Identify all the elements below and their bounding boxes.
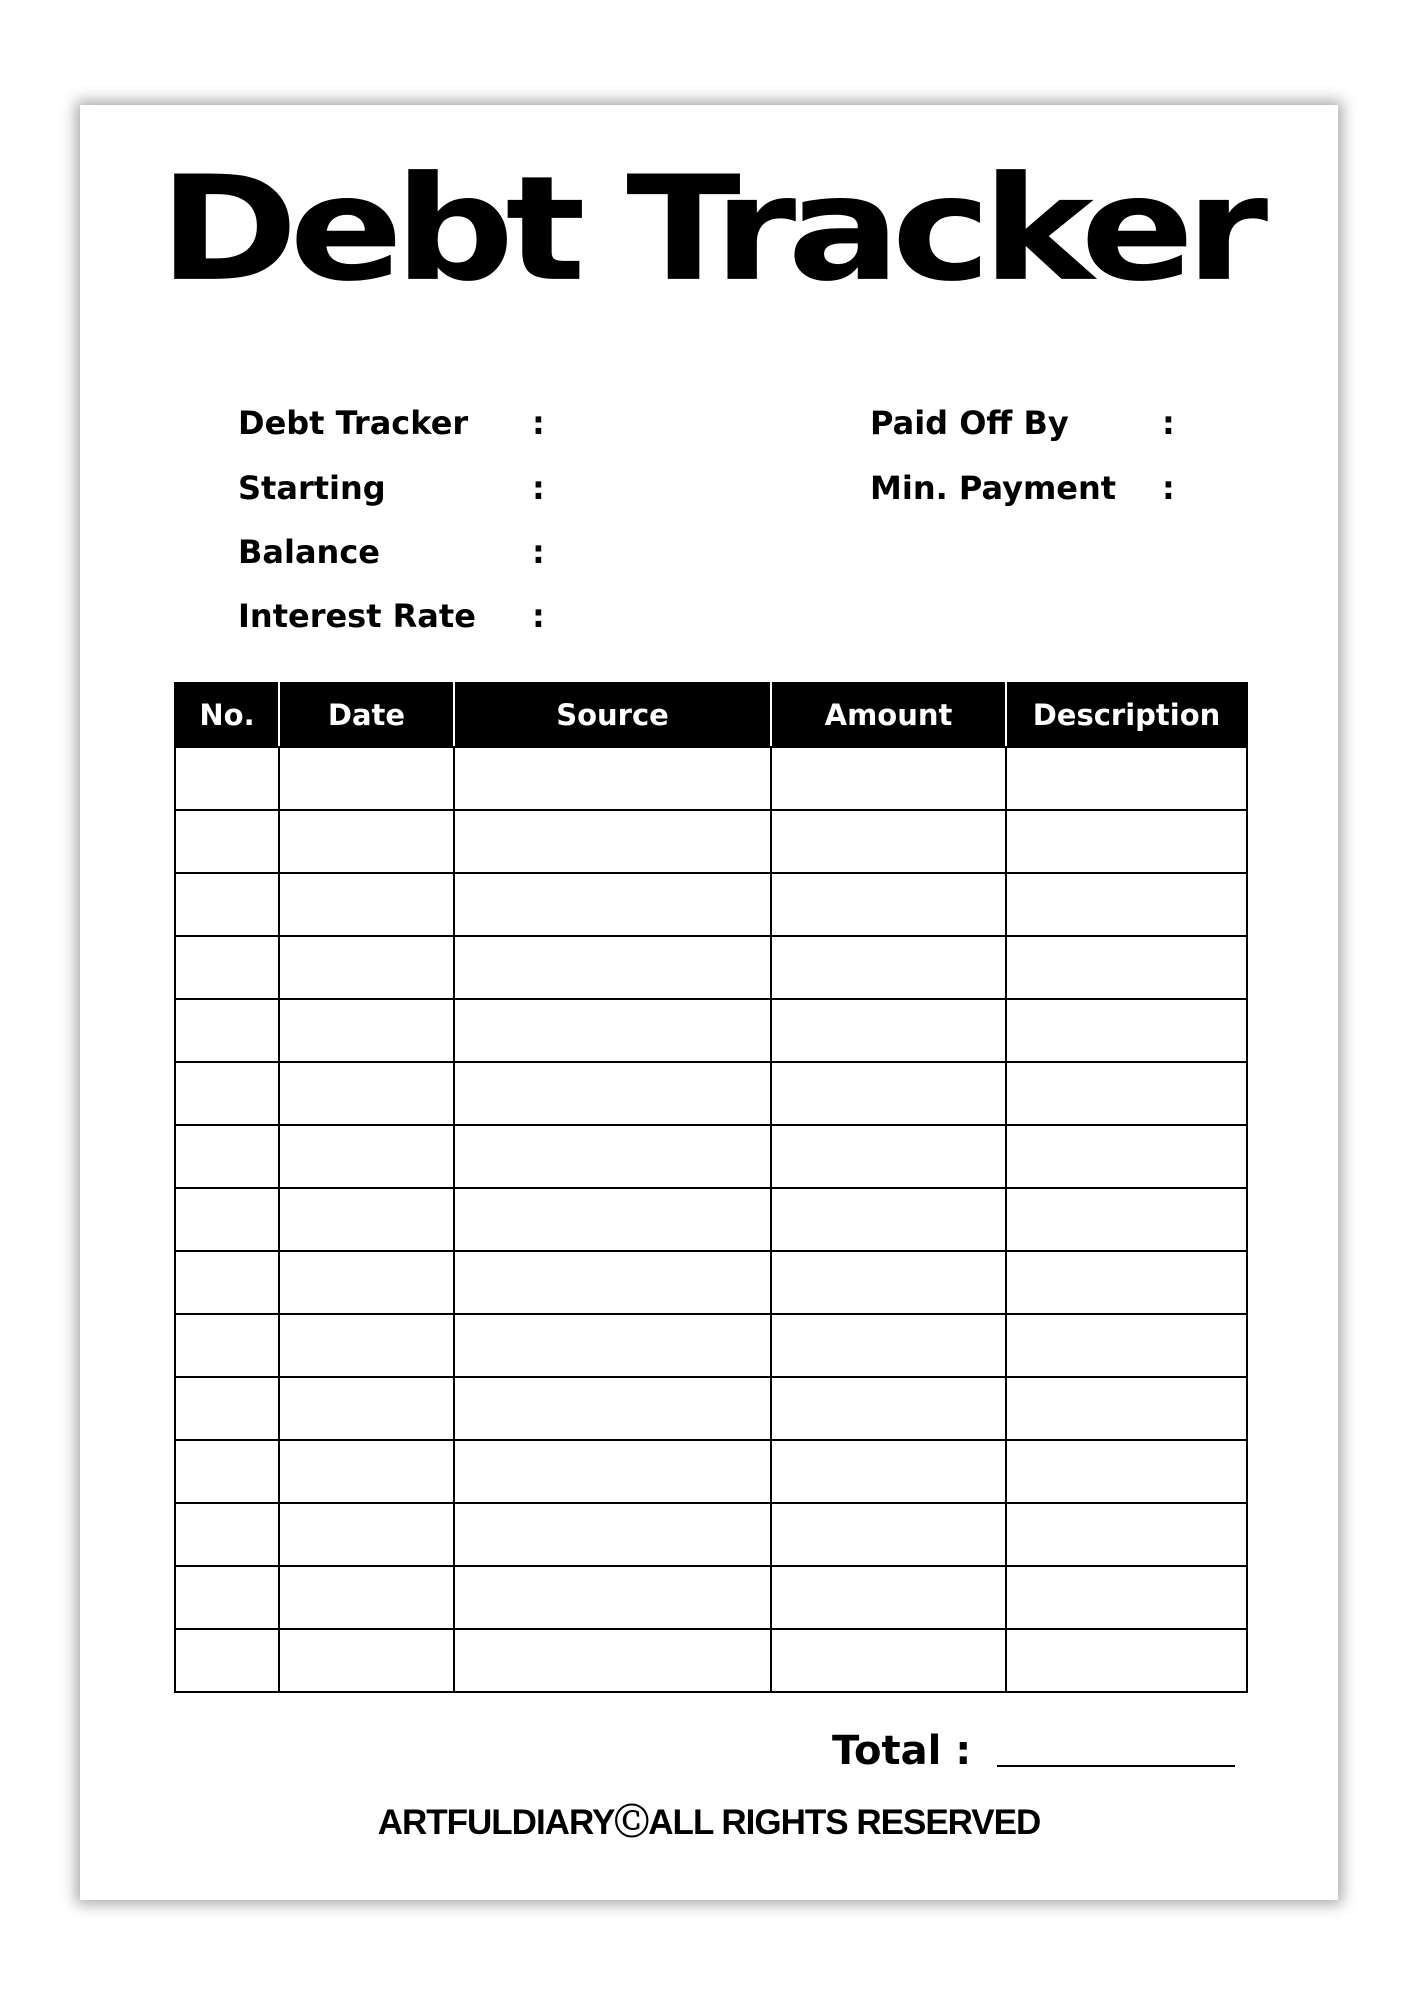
table-row: [175, 1125, 1247, 1188]
cell-no[interactable]: [175, 1062, 279, 1125]
cell-amount[interactable]: [771, 1188, 1006, 1251]
cell-amount[interactable]: [771, 1125, 1006, 1188]
cell-no[interactable]: [175, 1125, 279, 1188]
table-row: [175, 1062, 1247, 1125]
cell-no[interactable]: [175, 873, 279, 936]
field-paid-off-by: [870, 404, 1175, 442]
cell-amount[interactable]: [771, 999, 1006, 1062]
cell-amount[interactable]: [771, 1440, 1006, 1503]
field-min-payment: [870, 469, 1175, 507]
field-label: Interest Rate: [238, 597, 476, 635]
cell-amount[interactable]: [771, 810, 1006, 873]
cell-source[interactable]: [454, 1503, 771, 1566]
total-label: Total :: [832, 1728, 972, 1774]
cell-source[interactable]: [454, 1440, 771, 1503]
field-label: Paid Off By: [870, 404, 1069, 442]
cell-amount[interactable]: [771, 1314, 1006, 1377]
cell-source[interactable]: [454, 1566, 771, 1629]
cell-date[interactable]: [279, 1125, 454, 1188]
cell-amount[interactable]: [771, 1503, 1006, 1566]
table-row: [175, 1629, 1247, 1692]
copyright-footer: ARTFULDIARYⒸALL RIGHTS RESERVED: [377, 1803, 1041, 1842]
cell-no[interactable]: [175, 1440, 279, 1503]
cell-no[interactable]: [175, 1566, 279, 1629]
table-row: [175, 810, 1247, 873]
field-label: Balance: [238, 533, 380, 571]
cell-no[interactable]: [175, 747, 279, 810]
field-colon: :: [532, 469, 545, 507]
cell-date[interactable]: [279, 1566, 454, 1629]
cell-date[interactable]: [279, 873, 454, 936]
cell-description[interactable]: [1006, 1062, 1247, 1125]
cell-date[interactable]: [279, 810, 454, 873]
field-colon: :: [1162, 404, 1175, 442]
cell-date[interactable]: [279, 999, 454, 1062]
cell-date[interactable]: [279, 1314, 454, 1377]
cell-amount[interactable]: [771, 747, 1006, 810]
cell-description[interactable]: [1006, 747, 1247, 810]
field-label: Min. Payment: [870, 469, 1117, 507]
column-header-description: Description: [1006, 683, 1247, 747]
cell-no[interactable]: [175, 936, 279, 999]
column-header-date: Date: [279, 683, 454, 747]
cell-amount[interactable]: [771, 1377, 1006, 1440]
table-row: [175, 1440, 1247, 1503]
cell-no[interactable]: [175, 1503, 279, 1566]
cell-description[interactable]: [1006, 810, 1247, 873]
cell-source[interactable]: [454, 1377, 771, 1440]
cell-description[interactable]: [1006, 1125, 1247, 1188]
cell-description[interactable]: [1006, 936, 1247, 999]
column-header-source: Source: [454, 683, 771, 747]
field-colon: :: [1162, 469, 1175, 507]
cell-source[interactable]: [454, 747, 771, 810]
cell-no[interactable]: [175, 1314, 279, 1377]
table-row: [175, 1251, 1247, 1314]
cell-source[interactable]: [454, 1062, 771, 1125]
cell-description[interactable]: [1006, 1440, 1247, 1503]
debt-ledger-table: [174, 682, 1248, 1693]
cell-amount[interactable]: [771, 1062, 1006, 1125]
cell-description[interactable]: [1006, 999, 1247, 1062]
cell-source[interactable]: [454, 999, 771, 1062]
column-header-amount: Amount: [771, 683, 1006, 747]
cell-date[interactable]: [279, 1377, 454, 1440]
table-row: [175, 873, 1247, 936]
cell-description[interactable]: [1006, 1314, 1247, 1377]
cell-no[interactable]: [175, 810, 279, 873]
cell-amount[interactable]: [771, 873, 1006, 936]
table-row: [175, 747, 1247, 810]
cell-date[interactable]: [279, 1188, 454, 1251]
cell-date[interactable]: [279, 1062, 454, 1125]
cell-source[interactable]: [454, 810, 771, 873]
cell-no[interactable]: [175, 1188, 279, 1251]
total-input-line[interactable]: [997, 1765, 1235, 1767]
table-row: [175, 1188, 1247, 1251]
cell-no[interactable]: [175, 1377, 279, 1440]
cell-amount[interactable]: [771, 1566, 1006, 1629]
cell-source[interactable]: [454, 873, 771, 936]
cell-amount[interactable]: [771, 1251, 1006, 1314]
cell-description[interactable]: [1006, 1188, 1247, 1251]
cell-description[interactable]: [1006, 1251, 1247, 1314]
table-row: [175, 936, 1247, 999]
cell-amount[interactable]: [771, 936, 1006, 999]
cell-date[interactable]: [279, 747, 454, 810]
cell-date[interactable]: [279, 1251, 454, 1314]
cell-source[interactable]: [454, 1629, 771, 1692]
page-title: Debt Tracker: [158, 144, 1260, 314]
cell-date[interactable]: [279, 1629, 454, 1692]
cell-source[interactable]: [454, 936, 771, 999]
table-row: [175, 1314, 1247, 1377]
cell-no[interactable]: [175, 1251, 279, 1314]
cell-date[interactable]: [279, 1440, 454, 1503]
table-row: [175, 1503, 1247, 1566]
cell-date[interactable]: [279, 1503, 454, 1566]
cell-description[interactable]: [1006, 1566, 1247, 1629]
debt-tracker-sheet: [80, 105, 1338, 1900]
cell-description[interactable]: [1006, 1503, 1247, 1566]
cell-no[interactable]: [175, 999, 279, 1062]
cell-date[interactable]: [279, 936, 454, 999]
field-colon: :: [532, 597, 545, 635]
cell-source[interactable]: [454, 1125, 771, 1188]
cell-source[interactable]: [454, 1251, 771, 1314]
cell-description[interactable]: [1006, 1377, 1247, 1440]
table-header-row: [175, 683, 1247, 747]
field-label: Debt Tracker: [238, 404, 469, 442]
field-label: Starting: [238, 469, 386, 507]
cell-description[interactable]: [1006, 1629, 1247, 1692]
cell-amount[interactable]: [771, 1629, 1006, 1692]
table-row: [175, 1377, 1247, 1440]
table-row: [175, 999, 1247, 1062]
cell-description[interactable]: [1006, 873, 1247, 936]
column-header-no: No.: [175, 683, 279, 747]
cell-source[interactable]: [454, 1314, 771, 1377]
field-balance: [238, 533, 545, 571]
table-body: [175, 747, 1247, 1692]
field-interest-rate: [238, 597, 545, 635]
field-colon: :: [532, 533, 545, 571]
field-colon: :: [532, 404, 545, 442]
field-starting: [238, 469, 545, 507]
cell-no[interactable]: [175, 1629, 279, 1692]
field-debt-tracker: [238, 404, 545, 442]
cell-source[interactable]: [454, 1188, 771, 1251]
table-row: [175, 1566, 1247, 1629]
